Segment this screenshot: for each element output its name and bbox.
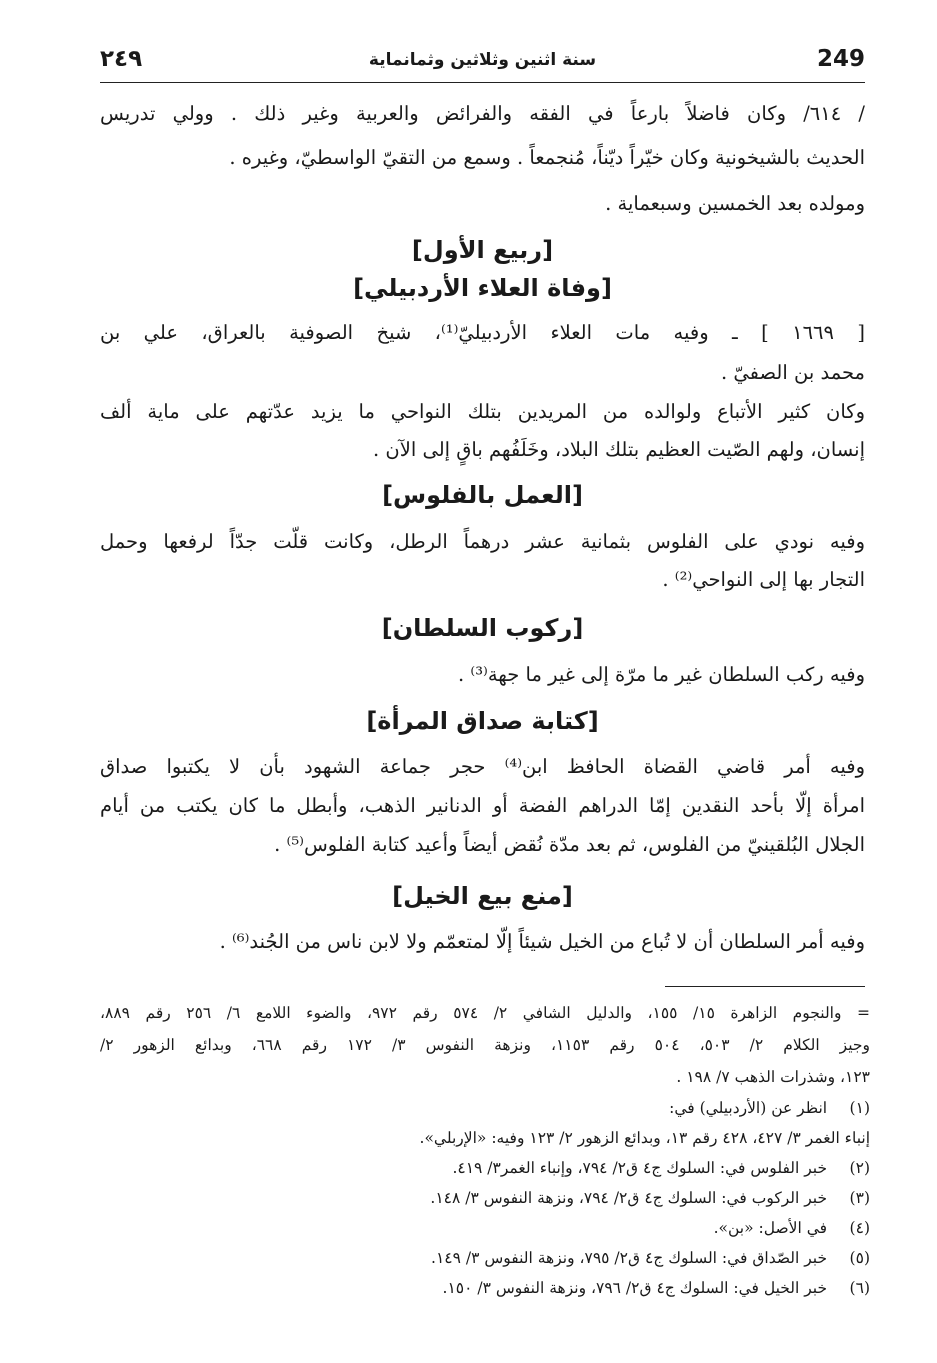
paragraph-line: وفيه أمر السلطان أن لا تُباع من الخيل شيئاً إلّا لمتعمّم ولا لابن ناس من الجُند⁽⁶⁾ . xyxy=(219,930,865,953)
page-number-latin: 249 xyxy=(816,46,865,72)
footnote-1 xyxy=(100,1095,870,1121)
header-rule xyxy=(100,82,865,83)
footnote-number: (٣) xyxy=(849,1189,870,1207)
footnote-text: خبر الخيل في: السلوك ج٤ ق٢/ ٧٩٦، ونزهة النفوس ٣/ ١٥٠. xyxy=(442,1279,828,1297)
footnote-rule xyxy=(665,986,865,987)
paragraph-line: التجار بها إلى النواحي⁽²⁾ . xyxy=(662,568,865,591)
footnote-6 xyxy=(100,1275,870,1301)
entry-line: محمد بن الصفيّ . xyxy=(721,361,865,384)
paragraph-line: إنسان، ولهم الصّيت العظيم بتلك البلاد، وخَلَفُهم باقٍ إلى الآن . xyxy=(372,438,865,461)
footnote-number: (٦) xyxy=(849,1279,870,1297)
footnote-number: (١) xyxy=(849,1099,870,1117)
footnote-4 xyxy=(100,1215,870,1241)
paragraph-line: امرأة إلّا بأحد النقدين إمّا الدراهم الفضة أو الدنانير الذهب، وأبطل ما كان يكتب من أيام xyxy=(100,794,865,817)
paragraph-line: وكان كثير الأتباع ولوالده من المريدين بتلك النواحي ما يزيد عدّتهم على ماية ألف xyxy=(100,400,865,423)
footnote-number: (٢) xyxy=(849,1159,870,1177)
running-title: سنة اثنين وثلاثين وثمانماية xyxy=(368,50,597,70)
paragraph-line: الجلال البُلقينيّ من الفلوس، ثم بعد مدّة نُقض أيضاً وأعيد كتابة الفلوس⁽⁵⁾ . xyxy=(274,833,865,856)
footnote-text: في الأصل: «بن». xyxy=(713,1219,828,1237)
footnote-line: = والنجوم الزاهرة ١٥/ ١٥٥، والدليل الشافي ٢/ ٥٧٤ رقم ٩٧٢، والضوء اللامع ٦/ ٢٥٦ رقم ٨٨٩، xyxy=(100,1004,870,1022)
entry-line: [ ١٦٦٩ ] ـ وفيه مات العلاء الأردبيليّ⁽¹⁾، شيخ الصوفية بالعراق، علي بن xyxy=(100,321,866,344)
footnote-text: انظر عن (الأردبيلي) في: xyxy=(669,1099,828,1117)
footnote-text: خبر الفلوس في: السلوك ج٤ ق٢/ ٧٩٤، وإنباء الغمر٣/ ٤١٩. xyxy=(452,1159,828,1177)
footnote-number: (٤) xyxy=(849,1219,870,1237)
page-header xyxy=(100,42,865,82)
paragraph-line: ومولده بعد الخمسين وسبعماية . xyxy=(605,192,865,215)
footnote-2 xyxy=(100,1155,870,1181)
footnote-number: (٥) xyxy=(849,1249,870,1267)
paragraph-line: وفيه ركب السلطان غير ما مرّة إلى غير ما جهة⁽³⁾ . xyxy=(458,663,865,686)
footnote-line: إنباء الغمر ٣/ ٤٢٧، ٤٢٨ رقم ١٣، وبدائع الزهور ٢/ ١٢٣ وفيه: «الإربلي». xyxy=(419,1129,870,1147)
footnote-text: خبر الركوب في: السلوك ج٤ ق٢/ ٧٩٤، ونزهة النفوس ٣/ ١٤٨. xyxy=(430,1189,828,1207)
page-number-arabic: ٢٤٩ xyxy=(100,46,143,72)
footnote-5 xyxy=(100,1245,870,1271)
footnote-3 xyxy=(100,1185,870,1211)
section-heading: [منع بيع الخيل] xyxy=(392,882,573,910)
section-heading: [ركوب السلطان] xyxy=(381,614,584,642)
footnote-text: خبر الصّداق في: السلوك ج٤ ق٢/ ٧٩٥، ونزهة النفوس ٣/ ١٤٩. xyxy=(431,1249,828,1267)
paragraph-line: الحديث بالشيخونية وكان خيّراً ديّناً، مُنجمعاً . وسمع من التقيّ الواسطيّ، وغيره . xyxy=(229,146,865,169)
section-heading: [العمل بالفلوس] xyxy=(382,481,583,509)
paragraph-line: / ٦١٤/ وكان فاضلاً بارعاً في الفقه والفرائض والعربية وغير ذلك . وولي تدريس xyxy=(100,102,865,125)
footnote-line: ١٢٣، وشذرات الذهب ٧/ ١٩٨ . xyxy=(676,1068,870,1086)
paragraph-line: وفيه نودي على الفلوس بثمانية عشر درهماً الرطل، وكانت قلّت جدّاً لرفعها وحمل xyxy=(100,530,865,553)
section-heading: [ربيع الأول] xyxy=(411,236,554,264)
paragraph-line: وفيه أمر قاضي القضاة الحافظ ابن⁽⁴⁾ حجر جماعة الشهود بأن لا يكتبوا صداق xyxy=(100,755,865,778)
section-heading: [وفاة العلاء الأردبيلي] xyxy=(353,274,612,302)
section-heading: [كتابة صداق المرأة] xyxy=(366,707,599,735)
footnote-line: وجيز الكلام ٢/ ٥٠٣، ٥٠٤ رقم ١١٥٣، ونزهة النفوس ٣/ ١٧٢ رقم ٦٦٨، وبدائع الزهور ٢/ xyxy=(100,1036,870,1054)
